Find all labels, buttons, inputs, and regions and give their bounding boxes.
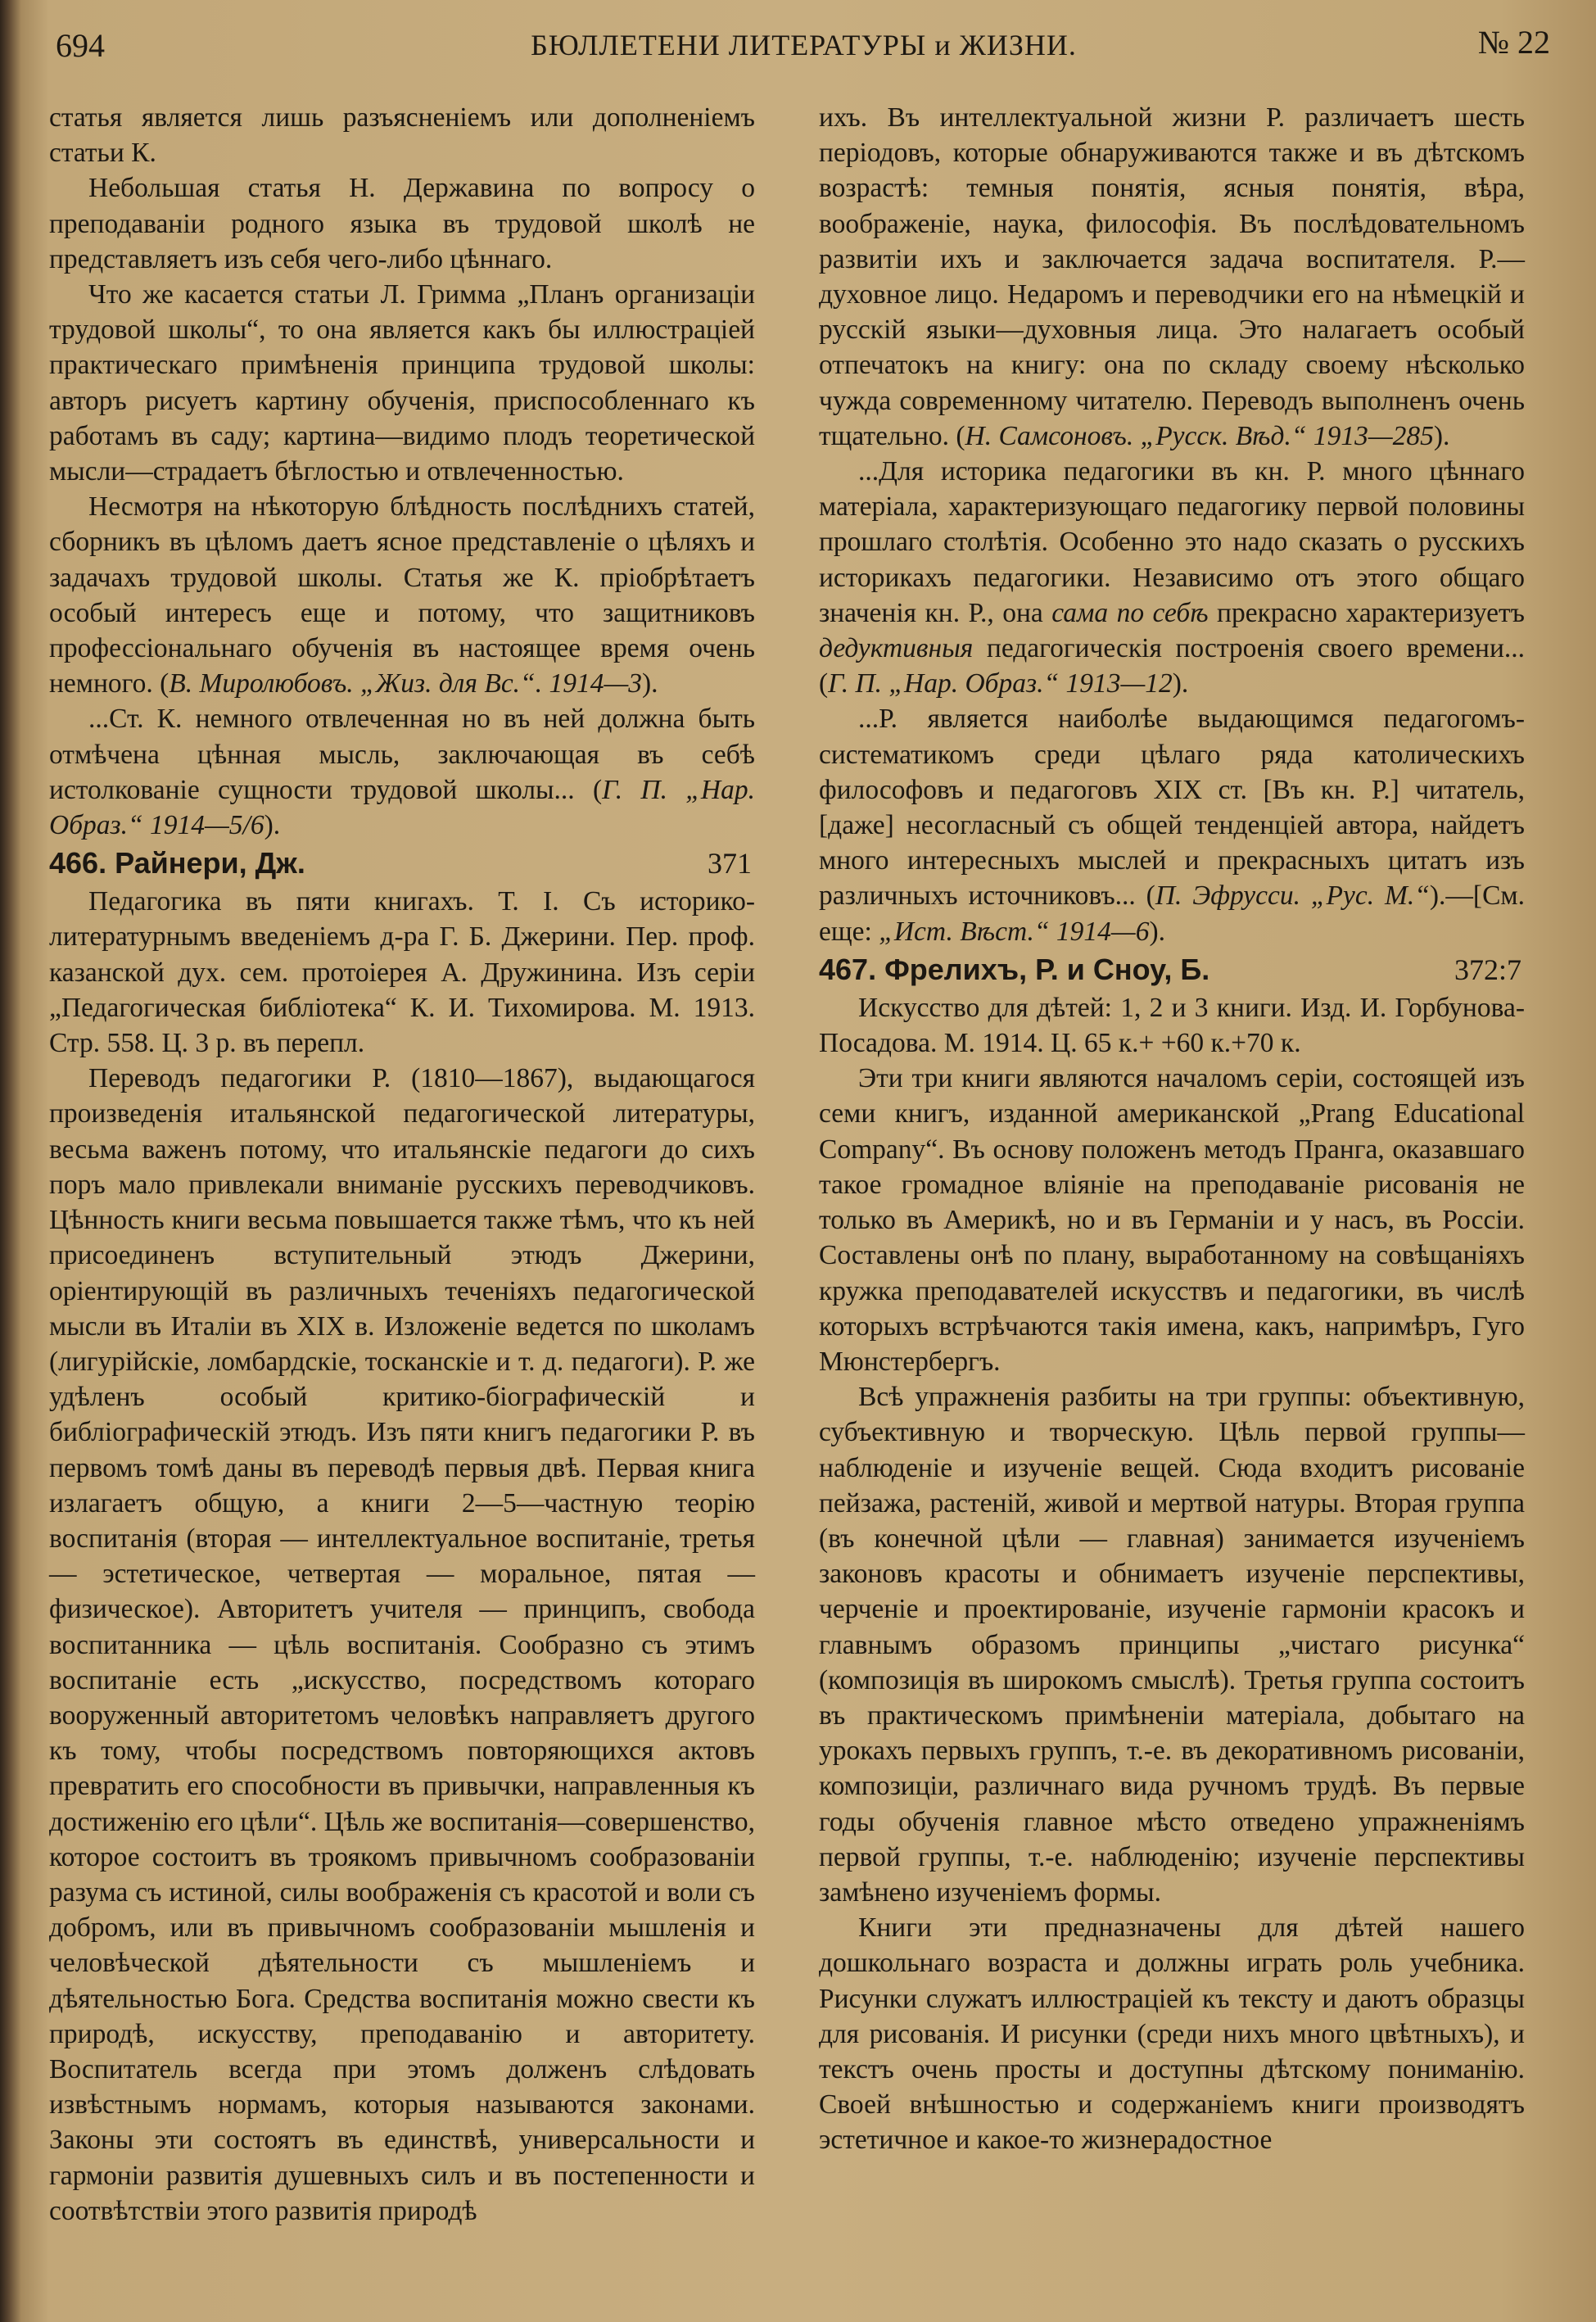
page-number: 694 (56, 27, 105, 64)
emphasis: дедуктивныя (819, 633, 974, 664)
entry-heading-467 (819, 951, 1525, 989)
paragraph-text: Несмотря на нѣкоторую блѣдность послѣднихъ статей, сборникъ въ цѣломъ даетъ ясное представленіе о цѣляхъ и задачахъ трудовой школы. Статья же К. пріобрѣтаетъ особый интересъ еще и потому, что защитниковъ профессіональнаго обученія въ настоящее время очень немного. ( (49, 491, 755, 699)
right-column (819, 100, 1525, 2158)
paragraph: Небольшая статья Н. Державина по вопросу о преподаваніи родного языка въ трудовой школѣ не представляетъ изъ себя чего-либо цѣннаго. (49, 173, 755, 274)
citation: В. Миролюбовъ. „Жиз. для Вс.“. 1914—3 (169, 668, 642, 699)
page-header (49, 20, 1558, 77)
citation: Г. П. „Нар. Образ.“ 1913—12 (828, 668, 1173, 699)
publication-details: Искусство для дѣтей: 1, 2 и 3 книги. Изд. И. Горбунова-Посадова. М. 1914. Ц. 65 к.+ +60 к.+70 к. (819, 992, 1525, 1059)
citation: Н. Самсоновъ. „Русск. Вѣд.“ 1913—285 (965, 420, 1434, 451)
paragraph (819, 100, 1525, 454)
paragraph-text: ихъ. Въ интеллектуальной жизни Р. различаетъ шесть періодовъ, которые обнаруживаются также и въ дѣтскомъ возрастѣ: темныя понятія, ясныя понятія, вѣра, воображеніе, наука, философія. Въ послѣдовательномъ развитіи ихъ и заключается задача воспитателя. Р.—духовное лицо. Недаромъ и переводчики его на нѣмецкій и русскій языки—духовныя лица. Это налагаетъ особый отпечатокъ на книгу: она по складу своему нѣсколько чужда современному читателю. Переводъ выполненъ очень тщательно. ( (819, 102, 1525, 451)
review-quote (819, 454, 1525, 701)
running-title: БЮЛЛЕТЕНИ ЛИТЕРАТУРЫ и ЖИЗНИ. (531, 29, 1077, 61)
review-quote (819, 701, 1525, 948)
paragraph-text: ). (1172, 668, 1189, 699)
paragraph-text: ...Ст. К. немного отвлеченная но въ ней должна быть отмѣчена цѣнная мысль, заключающая въ себѣ истолкованіе сущности трудовой школы... ( (49, 704, 755, 805)
paragraph: Книги эти предназначены для дѣтей нашего дошкольнаго возраста и должны играть роль учебника. Рисунки служатъ иллюстраціей къ тексту и даютъ образцы для рисованія. И рисунки (среди нихъ много цвѣтныхъ), и текстъ очень просты и доступны дѣтскому пониманію. Своей внѣшностью и содержаніемъ книги производятъ эстетичное и какое-то жизнерадостное (819, 1912, 1525, 2156)
classification-code: 371 (708, 847, 752, 880)
paragraph-text: прекрасно характеризуетъ (1208, 597, 1525, 628)
paragraph: Всѣ упражненія разбиты на три группы: объективную, субъективную и творческую. Цѣль первой группы—наблюденіе и изученіе вещей. Сюда входитъ рисованіе пейзажа, растеній, живой и мертвой натуры. Вторая группа (въ конечной цѣли — главная) занимается изученіемъ законовъ красоты и обнимаетъ изученіе перспективы, черченіе и проектированіе, изученіе гармоніи красокъ и главнымъ образомъ принципы „чистаго рисунка“ (композиція въ широкомъ смыслѣ). Третья группа состоитъ въ практическомъ примѣненіи матеріала, добытаго на урокахъ первыхъ группъ, т.-е. въ декоративномъ рисованіи, композиціи, различнаго вида ручномъ трудѣ. Въ первые годы обученія главное мѣсто отведено упражненіямъ первой группы, т.-е. наблюденію; изученіе перспективы замѣнено изученіемъ формы. (819, 1382, 1525, 1908)
paragraph-text: ). (641, 668, 658, 699)
paragraph-text: ...Для историка педагогики въ кн. Р. много цѣннаго матеріала, характеризующаго педагогику первой половины прошлаго столѣтія. Особенно это надо сказать о русскихъ историкахъ педагогики. Независимо отъ этого общаго значенія кн. Р., она (819, 456, 1525, 628)
paragraph-text: ). (1149, 916, 1165, 947)
paragraph-text: ). (264, 810, 281, 841)
paragraph (49, 489, 755, 701)
paragraph-text: ...Р. является наиболѣе выдающимся педагогомъ-систематикомъ среди цѣлаго ряда католическихъ философовъ и педагоговъ XIX ст. [Въ кн. Р.] читатель, [даже] несогласный съ общей тенденціей автора, найдетъ много интересныхъ мыслей и прекрасныхъ цитатъ изъ различныхъ источниковъ... ( (819, 704, 1525, 912)
entry-title: 466. Райнери, Дж. (49, 846, 305, 880)
citation: „Ист. Вѣст.“ 1914—6 (879, 916, 1150, 947)
paragraph-text: ).—[См. еще: (819, 880, 1525, 947)
review-quote (49, 701, 755, 843)
entry-heading-466 (49, 844, 755, 882)
publication-details: Педагогика въ пяти книгахъ. Т. I. Съ историко-литературнымъ введеніемъ д-ра Г. Б. Джерини. Пер. проф. казанской дух. сем. протоіерея А. Дружинина. Изъ серіи „Педагогическая библіотека“ К. И. Тихомирова. М. 1913. Стр. 558. Ц. 3 р. въ перепл. (49, 886, 755, 1059)
entry-title: 467. Фрелихъ, Р. и Сноу, Б. (819, 952, 1210, 986)
paragraph: статья является лишь разъясненіемъ или дополненіемъ статьи К. (49, 102, 755, 169)
left-column (49, 100, 755, 2229)
paragraph-text: ). (1433, 420, 1450, 451)
citation: Г. П. „Нар. Образ.“ 1914—5/6 (49, 774, 756, 841)
emphasis: сама по себѣ (1051, 597, 1209, 628)
paragraph: Эти три книги являются началомъ серіи, состоящей изъ семи книгъ, изданной американской „Prang Educational Company“. Въ основу положенъ методъ Пранга, оказавшаго такое громадное вліяніе на преподаваніе рисованія не только въ Америкѣ, но и въ Германіи и у насъ, въ Россіи. Составлены онѣ по плану, выработанному на совѣщаніяхъ кружка преподавателей искусствъ и педагогики, въ числѣ которыхъ встрѣчаются такія имена, какъ, напримѣръ, Гуго Мюнстербергъ. (819, 1063, 1525, 1377)
classification-code: 372:7 (1454, 953, 1521, 986)
paragraph: Переводъ педагогики Р. (1810—1867), выдающагося произведенія итальянской педагогической литературы, весьма важенъ потому, что итальянскіе педагоги до сихъ поръ мало привлекали вниманіе русскихъ переводчиковъ. Цѣнность книги весьма повышается также тѣмъ, что къ ней присоединенъ вступительный этюдъ Джерини, оріентирующій въ различныхъ теченіяхъ педагогической мысли въ Италіи въ XIX в. Изложеніе ведется по школамъ (лигурійскіе, ломбардскіе, тосканскіе и т. д. педагоги). Р. же удѣленъ особый критико-біографическій и библіографическій этюдъ. Изъ пяти книгъ педагогики Р. въ первомъ томѣ даны въ переводѣ первыя двѣ. Первая книга излагаетъ общую, а книги 2—5—частную теорію воспитанія (вторая — интеллектуальное воспитаніе, третья — эстетическое, четвертая — моральное, пятая — физическое). Авторитетъ учителя — принципъ, свобода воспитанника — цѣль воспитанія. Сообразно съ этимъ воспитаніе есть „искусство, посредствомъ котораго вооруженный авторитетомъ человѣкъ направляетъ другого къ тому, чтобы посредствомъ повторяющихся актовъ превратить его способности въ привычки, направленныя къ достиженію его цѣли“. Цѣль же воспитанія—совершенство, которое состоитъ въ троякомъ привычномъ сообразованіи разума съ истиной, силы воображенія съ красотой и воли съ добромъ, или въ привычномъ сообразованіи мышленія и человѣческой дѣятельности съ мышленіемъ и дѣятельностью Бога. Средства воспитанія можно свести къ природѣ, искусству, преподаванію и авторитету. Воспитатель всегда при этомъ долженъ слѣдовать извѣстнымъ нормамъ, которыя называются законами. Законы эти состоятъ въ единствѣ, универсальности и гармоніи развитія душевныхъ силъ и въ постепенности и соотвѣтствіи этого развитія природѣ (49, 1063, 755, 2226)
paragraph-text: педагогическія построенія своего времени... ( (819, 633, 1525, 699)
issue-number: № 22 (1477, 24, 1550, 61)
paragraph: Что же касается статьи Л. Гримма „Планъ организаціи трудовой школы“, то она является какъ бы иллюстраціей практическаго примѣненія принципа трудовой школы: авторъ рисуетъ картину обученія, приспособленнаго къ работамъ въ саду; картина—видимо плодъ теоретической мысли—страдаетъ бѣглостью и отвлеченностью. (49, 279, 755, 487)
citation: П. Эфрусси. „Рус. М.“ (1155, 880, 1430, 912)
